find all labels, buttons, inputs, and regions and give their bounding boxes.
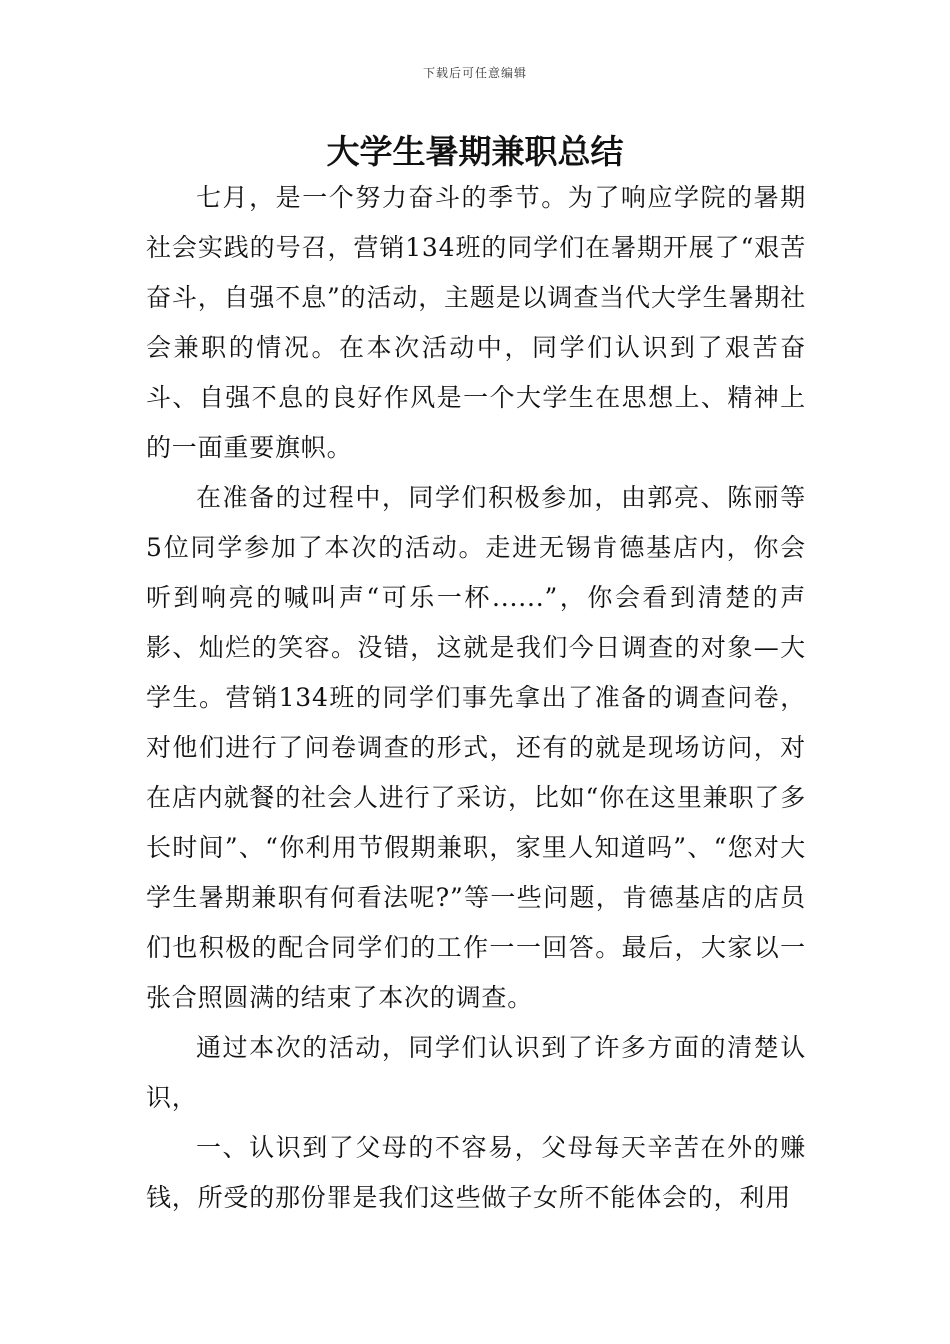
paragraph-conclusion-lead: 通过本次的活动，同学们认识到了许多方面的清楚认识， <box>146 1033 806 1112</box>
document-title: 大学生暑期兼职总结 <box>326 132 624 171</box>
paragraph-point-one: 一、认识到了父母的不容易，父母每天辛苦在外的赚钱，所受的那份罪是我们这些做子女所不能体会的，利用 <box>146 1133 806 1212</box>
page-header-note: 下载后可任意编辑 <box>422 66 527 80</box>
document-body <box>146 173 806 1223</box>
paragraph-intro: 七月，是一个努力奋斗的季节。为了响应学院的暑期社会实践的号召，营销134班的同学们在暑期开展了“艰苦奋斗，自强不息”的活动，主题是以调查当代大学生暑期社会兼职的情况。在本次活动中，同学们认识到了艰苦奋斗、自强不息的良好作风是一个大学生在思想上、精神上的一面重要旗帜。 <box>146 183 806 462</box>
paragraph-preparation: 在准备的过程中，同学们积极参加，由郭亮、陈丽等5位同学参加了本次的活动。走进无锡肯德基店内，你会听到响亮的喊叫声“可乐一杯......”，你会看到清楚的声影、灿烂的笑容。没错，这就是我们今日调查的对象—大学生。营销134班的同学们事先拿出了准备的调查问卷，对他们进行了问卷调查的形式，还有的就是现场访问，对在店内就餐的社会人进行了采访，比如“你在这里兼职了多长时间”、“你利用节假期兼职，家里人知道吗”、“您对大学生暑期兼职有何看法呢?”等一些问题，肯德基店的店员们也积极的配合同学们的工作一一回答。最后，大家以一张合照圆满的结束了本次的调查。 <box>146 483 806 1012</box>
